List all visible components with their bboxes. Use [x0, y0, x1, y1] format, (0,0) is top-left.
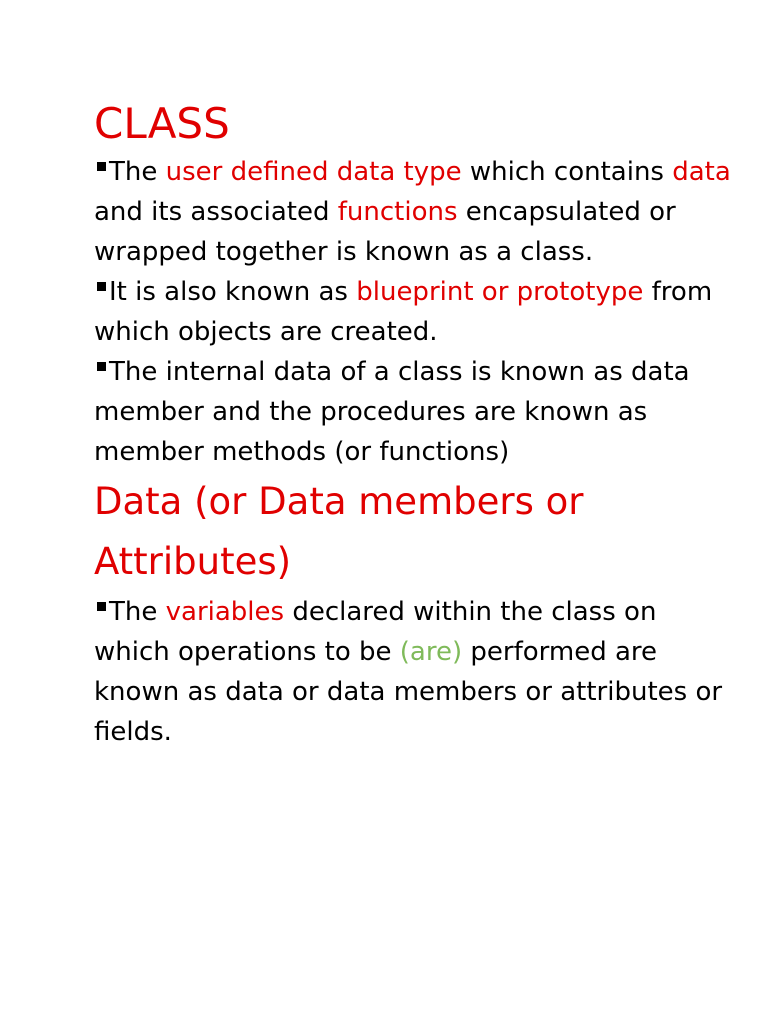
- text-run: encapsulated or wrapped together is known as a class.: [94, 197, 676, 267]
- text-run: The internal data of a class is known as data member and the procedures are known as member methods (or functions): [94, 357, 690, 467]
- text-run: performed are known as data or data members or attributes or fields.: [94, 637, 723, 747]
- text-run: The: [109, 597, 166, 627]
- document-body: [94, 96, 734, 752]
- text-run: The: [109, 157, 166, 187]
- square-bullet-icon: [97, 282, 106, 291]
- square-bullet-icon: [97, 162, 106, 171]
- class-point-2: [94, 272, 734, 352]
- highlight-data: data: [672, 157, 731, 187]
- text-run: and its associated: [94, 197, 338, 227]
- square-bullet-icon: [97, 362, 106, 371]
- page-title: CLASS: [94, 99, 230, 148]
- highlight-user-defined-data-type: user defined data type: [165, 157, 462, 187]
- text-run: from which objects are created.: [94, 277, 713, 347]
- data-point-1: [94, 592, 734, 752]
- highlight-blueprint-prototype: blueprint or prototype: [356, 277, 644, 307]
- class-point-1: [94, 152, 734, 272]
- text-run: which contains: [461, 157, 673, 187]
- section-heading: Data (or Data members or Attributes): [94, 480, 584, 583]
- highlight-variables: variables: [165, 597, 285, 627]
- square-bullet-icon: [97, 602, 106, 611]
- text-run: declared within the class on which operations to be: [94, 597, 657, 667]
- highlight-functions: functions: [337, 197, 458, 227]
- text-run: It is also known as: [109, 277, 357, 307]
- class-point-3: [94, 352, 734, 472]
- highlight-are: (are): [399, 637, 463, 667]
